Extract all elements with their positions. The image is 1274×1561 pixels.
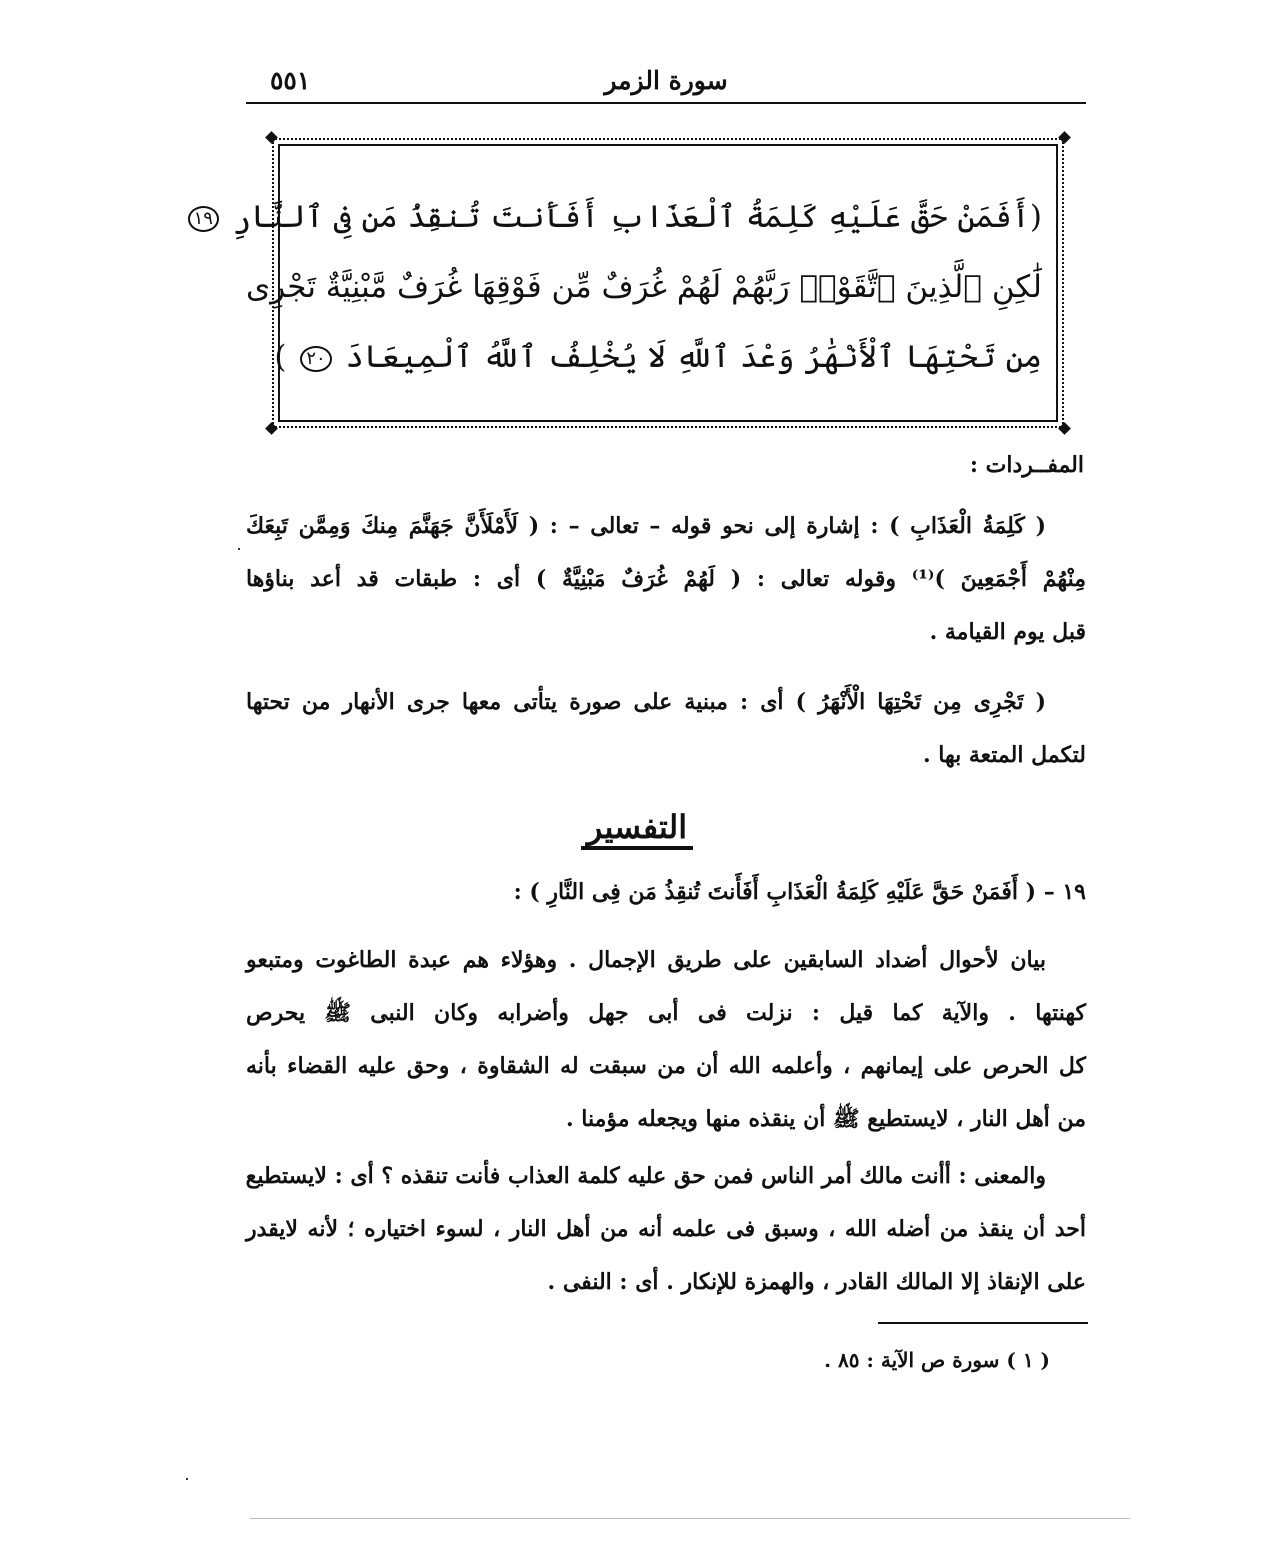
ayah-number-marker: ١٩ [188, 206, 219, 232]
text-line: ( تَجْرِى مِن تَحْتِهَا الْأَنْهَرُ ) أى : مبنية على صورة يتأتى معها جرى الأنهار من تحتها [246, 689, 1046, 715]
tafsir-heading-text: التفسير [581, 808, 693, 850]
vocabulary-heading: المفــردات : [969, 452, 1084, 478]
verse-line-text: لَٰكِنِ ٱلَّذِينَ ٱتَّقَوْا۟ رَبَّهُمْ لَهُمْ غُرَفٌ مِّن فَوْقِهَا غُرَفٌ مَّبْنِيَّةٌ تَجْرِى [245, 269, 1042, 305]
verse-text [193, 182, 1042, 392]
verse-line [193, 182, 1042, 252]
verse-line-text: مِن تَحْتِهَا ٱلْأَنْهَٰرُ وَعْدَ ٱللَّهِ لَا يُخْلِفُ ٱللَّهُ ٱلْمِيعَادَ [345, 339, 1042, 375]
text-line: ١٩ – ( أَفَمَنْ حَقَّ عَلَيْهِ كَلِمَةُ الْعَذَابِ أَفَأَنتَ تُنقِذُ مَن فِى النَّارِ ) : [513, 879, 1086, 905]
surah-title: سورة الزمر [604, 66, 728, 95]
verse-line [274, 322, 1042, 392]
text-line: أحد أن ينقذ من أضله الله ، وسبق فى علمه أنه من أهل النار ، لسوء اختياره ؛ لأنه لايقدر [246, 1216, 1086, 1242]
text-line: كهنتها . والآية كما قيل : نزلت فى أبى جهل وأضرابه وكان النبى ﷺ يحرص [246, 1000, 1086, 1026]
text-line: لتكمل المتعة بها . [922, 742, 1086, 768]
tafsir-paragraph-2 [246, 1150, 1086, 1309]
scan-speck [238, 548, 240, 550]
scan-edge-line [250, 1518, 1130, 1519]
scan-speck [186, 1478, 188, 1480]
text-line: على الإنقاذ إلا المالك القادر ، والهمزة للإنكار . أى : النفى . [547, 1269, 1086, 1295]
verse-line-text: (أَفَمَنْ حَقَّ عَلَيْهِ كَلِمَةُ ٱلْعَذَابِ أَفَأَنتَ تُنقِذُ مَن فِى ٱلنَّارِ [232, 199, 1042, 235]
quran-verse-box [193, 138, 1064, 428]
page-header [246, 62, 1086, 100]
tafsir-heading [0, 808, 1274, 846]
text-line: ( كَلِمَةُ الْعَذَابِ ) : إشارة إلى نحو قوله – تعالى – : ( لَأَمْلَأَنَّ جَهَنَّمَ مِنكَ وَمِمَّن تَبِعَكَ [246, 513, 1046, 539]
footnote-rule [878, 1322, 1088, 1324]
ayah-number-marker: ٢٠ [300, 346, 331, 372]
vocabulary-paragraph-1 [246, 500, 1086, 659]
text-line: مِنْهُمْ أَجْمَعِينَ )⁽¹⁾ وقوله تعالى : ( لَهُمْ غُرَفٌ مَبْنِيَّةٌ ) أى : طبقات قد أعد بناؤها [246, 566, 1086, 592]
header-rule [246, 102, 1086, 104]
text-line: كل الحرص على إيمانهم ، وأعلمه الله أن من سبقت له الشقاوة ، وحق عليه القضاء بأنه [246, 1053, 1086, 1079]
text-line: بيان لأحوال أضداد السابقين على طريق الإجمال . وهؤلاء هم عبدة الطاغوت ومتبعو [246, 947, 1046, 973]
text-line: والمعنى : أأنت مالك أمر الناس فمن حق عليه كلمة العذاب فأنت تنقذه ؟ أى : لايستطيع [245, 1163, 1046, 1189]
closing-paren: ) [274, 339, 287, 375]
text-line: قبل يوم القيامة . [929, 619, 1086, 645]
verse-line [245, 252, 1042, 322]
vocabulary-paragraph-2 [246, 676, 1086, 782]
text-line: من أهل النار ، لايستطيع ﷺ أن ينقذه منها ويجعله مؤمنا . [565, 1106, 1086, 1132]
tafsir-paragraph-1 [246, 934, 1086, 1146]
footnote: ( ١ ) سورة ص الآية : ٨٥ . [824, 1348, 1050, 1372]
page-number: ٥٥١ [270, 66, 311, 95]
tafsir-verse-reference [246, 866, 1086, 919]
